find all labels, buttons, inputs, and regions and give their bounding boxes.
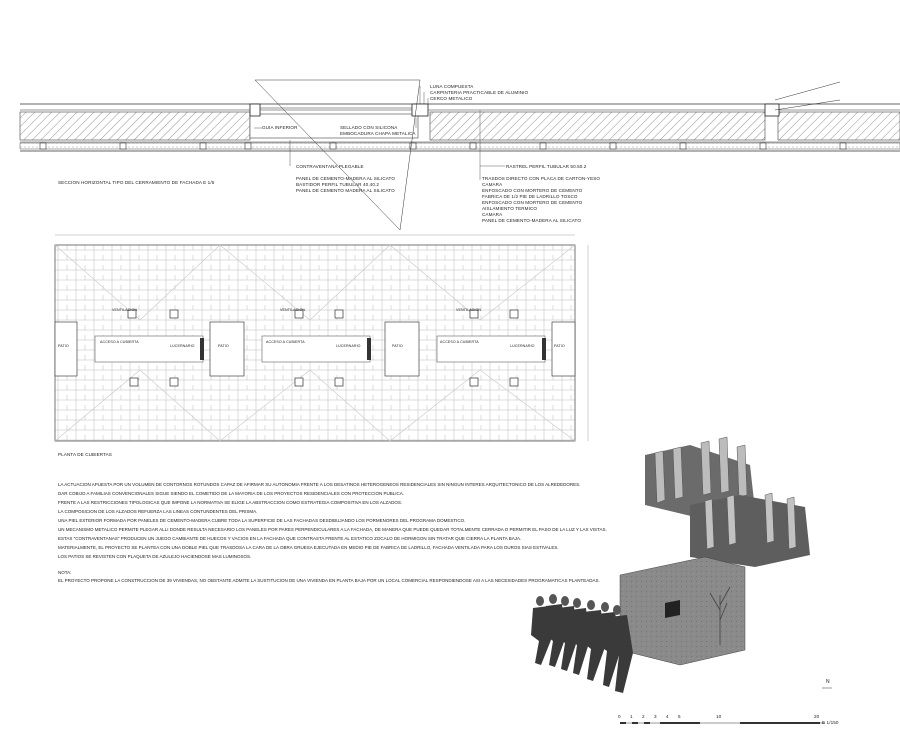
plan-label-acceso-2: ACCESO A CUBIERTA [266, 340, 305, 344]
label-layer-6: AISLAMIENTO TERMICO [482, 206, 538, 211]
label-guia: GUIA INFERIOR [262, 125, 298, 130]
label-layer-1: TRASDOS DIRECTO CON PLACA DE CARTON-YESO [482, 176, 601, 181]
north-arrow-icon [820, 678, 834, 692]
label-layer-7: CAMARA [482, 212, 503, 217]
label-layer-3: ENFOSCADO CON MORTERO DE CEMENTO [482, 188, 583, 193]
plan-label-patio-4: PATIO [554, 344, 565, 348]
lower-volume [690, 493, 810, 567]
description-line-8: MATERIALMENTE, EL PROYECTO SE PLANTEA CON UNA DOBLE PIEL QUE TRASDOSA LA CARA DE LA OBRA GRUESA EJECUTADA EN MEDIO PIE DE FABRICA DE LADRILLO, FACHADA VENTILADA PARA LOS DUROS SIAS ESTIVALES. [58, 545, 559, 550]
label-layer-5: ENFOSCADO CON MORTERO DE CEMENTO [482, 200, 583, 205]
label-layer-8: PANEL DE CEMENTO-MADERA AL SILICATO [482, 218, 582, 223]
label-contraventana: CONTRAVENTANA PLEGABLE [296, 164, 364, 169]
plan-label-patio-1: PATIO [58, 344, 69, 348]
description-line-3: FRENTE A LAS RESTRICCIONES TIPOLOGICAS QUE IMPONE LA NORMATIVA SE ELIGE LA ABSTRACCION COMO ESTRATEGIA COMPOSITIVA EN LOS ALZADOS. [58, 500, 403, 505]
plan-label-lucernario-3: LUCERNARIO [510, 344, 535, 348]
label-embocadura: EMBOCADURA CHAPA METALICA [340, 131, 416, 136]
description-line-6: UN MECANISMO METALICO PERMITE PLEGAR ALLI DONDE RESULTA NECESARIO LOS PANELES POR PARES PERPENDICULARES A LA FACHADA, DE MANERA QUE PUEDE QUEDAR TOTALMENTE CERRADA O PERMITIR EL PASO DE LA LUZ Y LAS VISTAS. [58, 527, 607, 532]
plan-label-vent-1: VENTILACION [112, 308, 138, 312]
label-sellado: SELLADO CON SILICONA [340, 125, 398, 130]
label-luna: LUNA COMPUESTA [430, 84, 474, 89]
scale-label: E 1/150 [822, 720, 839, 725]
label-panel-2: PANEL DE CEMENTO MADERA AL SILICATO [296, 188, 395, 193]
plan-label-acceso-3: ACCESO A CUBIERTA [440, 340, 479, 344]
concrete-base [620, 557, 745, 665]
label-layer-4: FABRICA DE 1/2 PIE DE LADRILLO TOSCO [482, 194, 578, 199]
scale-tick-10: 10 [716, 714, 722, 719]
label-carpinteria: CARPINTERIA PRACTICABLE DE ALUMINIO [430, 90, 529, 95]
plan-label-lucernario-2: LUCERNARIO [336, 344, 361, 348]
scale-tick-2: 2 [642, 714, 645, 719]
scale-tick-3: 3 [654, 714, 657, 719]
description-line-7: ESTAS "CONTRAVENTANAS" PRODUCEN UN JUEGO CAMBIANTE DE HUECOS Y VACIOS EN LA FACHADA QUE CONTRASTA FRENTE AL ESTATICO ZOCALO DE HORMIGON SIN TRATAR QUE CIERRA LA PLANTA BAJA. [58, 536, 522, 541]
description-line-5: UNA PIEL EXTERIOR FORMADA POR PANELES DE CEMENTO-MADERA CUBRE TODA LA SUPERFICIE DE LAS FACHADAS DESDIBUJANDO LOS PORMENORES DEL PROGRAMA DOMESTICO. [58, 518, 466, 523]
scale-tick-0: 0 [618, 714, 621, 719]
label-bastidor: BASTIDOR PERFIL TUBULAR 40.40.2 [296, 182, 380, 187]
plan-label-vent-3: VENTILACION [456, 308, 482, 312]
plan-label-vent-2: VENTILACION [280, 308, 306, 312]
label-panel-1: PANEL DE CEMENTO-MADERA AL SILICATO [296, 176, 396, 181]
plan-label-patio-2: PATIO [218, 344, 229, 348]
plan-label-lucernario-1: LUCERNARIO [170, 344, 195, 348]
label-layer-2: CAMARA [482, 182, 503, 187]
plan-title: PLANTA DE CUBIERTAS [58, 452, 112, 457]
description-line-1: LA ACTUACION APUESTA POR UN VOLUMEN DE CONTORNOS ROTUNDOS CAPAZ DE AFIRMAR SU AUTONOMIA FRENTE A LOS DESATINOS HETEROGENEOS RESIDENCIALES SIN NINGUN INTERES ARQUITECTONICO DE LOS ALREDEDORES. [58, 482, 581, 487]
nota-title: NOTA: [58, 570, 72, 575]
section-title: SECCION HORIZONTAL TIPO DEL CERRAMIENTO DE FACHADA E 1/5 [58, 180, 215, 185]
scale-bar [620, 720, 830, 730]
scale-tick-4: 4 [666, 714, 669, 719]
scale-tick-1: 1 [630, 714, 633, 719]
scale-tick-20: 20 [814, 714, 820, 719]
description-line-4: LA COMPOSICION DE LOS ALZADOS REFUERZA LAS LINEAS CONTUNDENTES DEL PRISMA. [58, 509, 258, 514]
label-cerco: CERCO METALICO [430, 96, 473, 101]
building-collage [505, 435, 835, 705]
north-indicator: N [826, 679, 830, 685]
scale-tick-5: 5 [678, 714, 681, 719]
nota-text: EL PROYECTO PROPONE LA CONSTRUCCION DE 39 VIVIENDAS, NO OBSTANTE ADMITE LA SUSTITUCION DE UNA VIVIENDA EN PLANTA BAJA POR UN LOCAL COMERCIAL RESPONDIENDOSE ASI A LAS NECESIDADES PROGRAMATICAS PLANTEADAS. [58, 578, 600, 583]
description-line-2: DAR COBIJO A FAMILIAS CONVENCIONALES SIGUE SIENDO EL COMETIDO DE LA MAYORIA DE LOS PROYECTOS RESIDENCIALES CON PROTECCION PUBLICA. [58, 491, 404, 496]
description-line-9: LOS PATIOS SE REVISTEN CON PLAQUETA DE AZULEJO HACIENDOSE MAS LUMINOSOS. [58, 554, 252, 559]
plan-label-acceso-1: ACCESO A CUBIERTA [100, 340, 139, 344]
plan-label-patio-3: PATIO [392, 344, 403, 348]
label-rastrel: RASTREL PERFIL TUBULAR 50.50.2 [506, 164, 587, 169]
walking-figures [531, 594, 633, 693]
